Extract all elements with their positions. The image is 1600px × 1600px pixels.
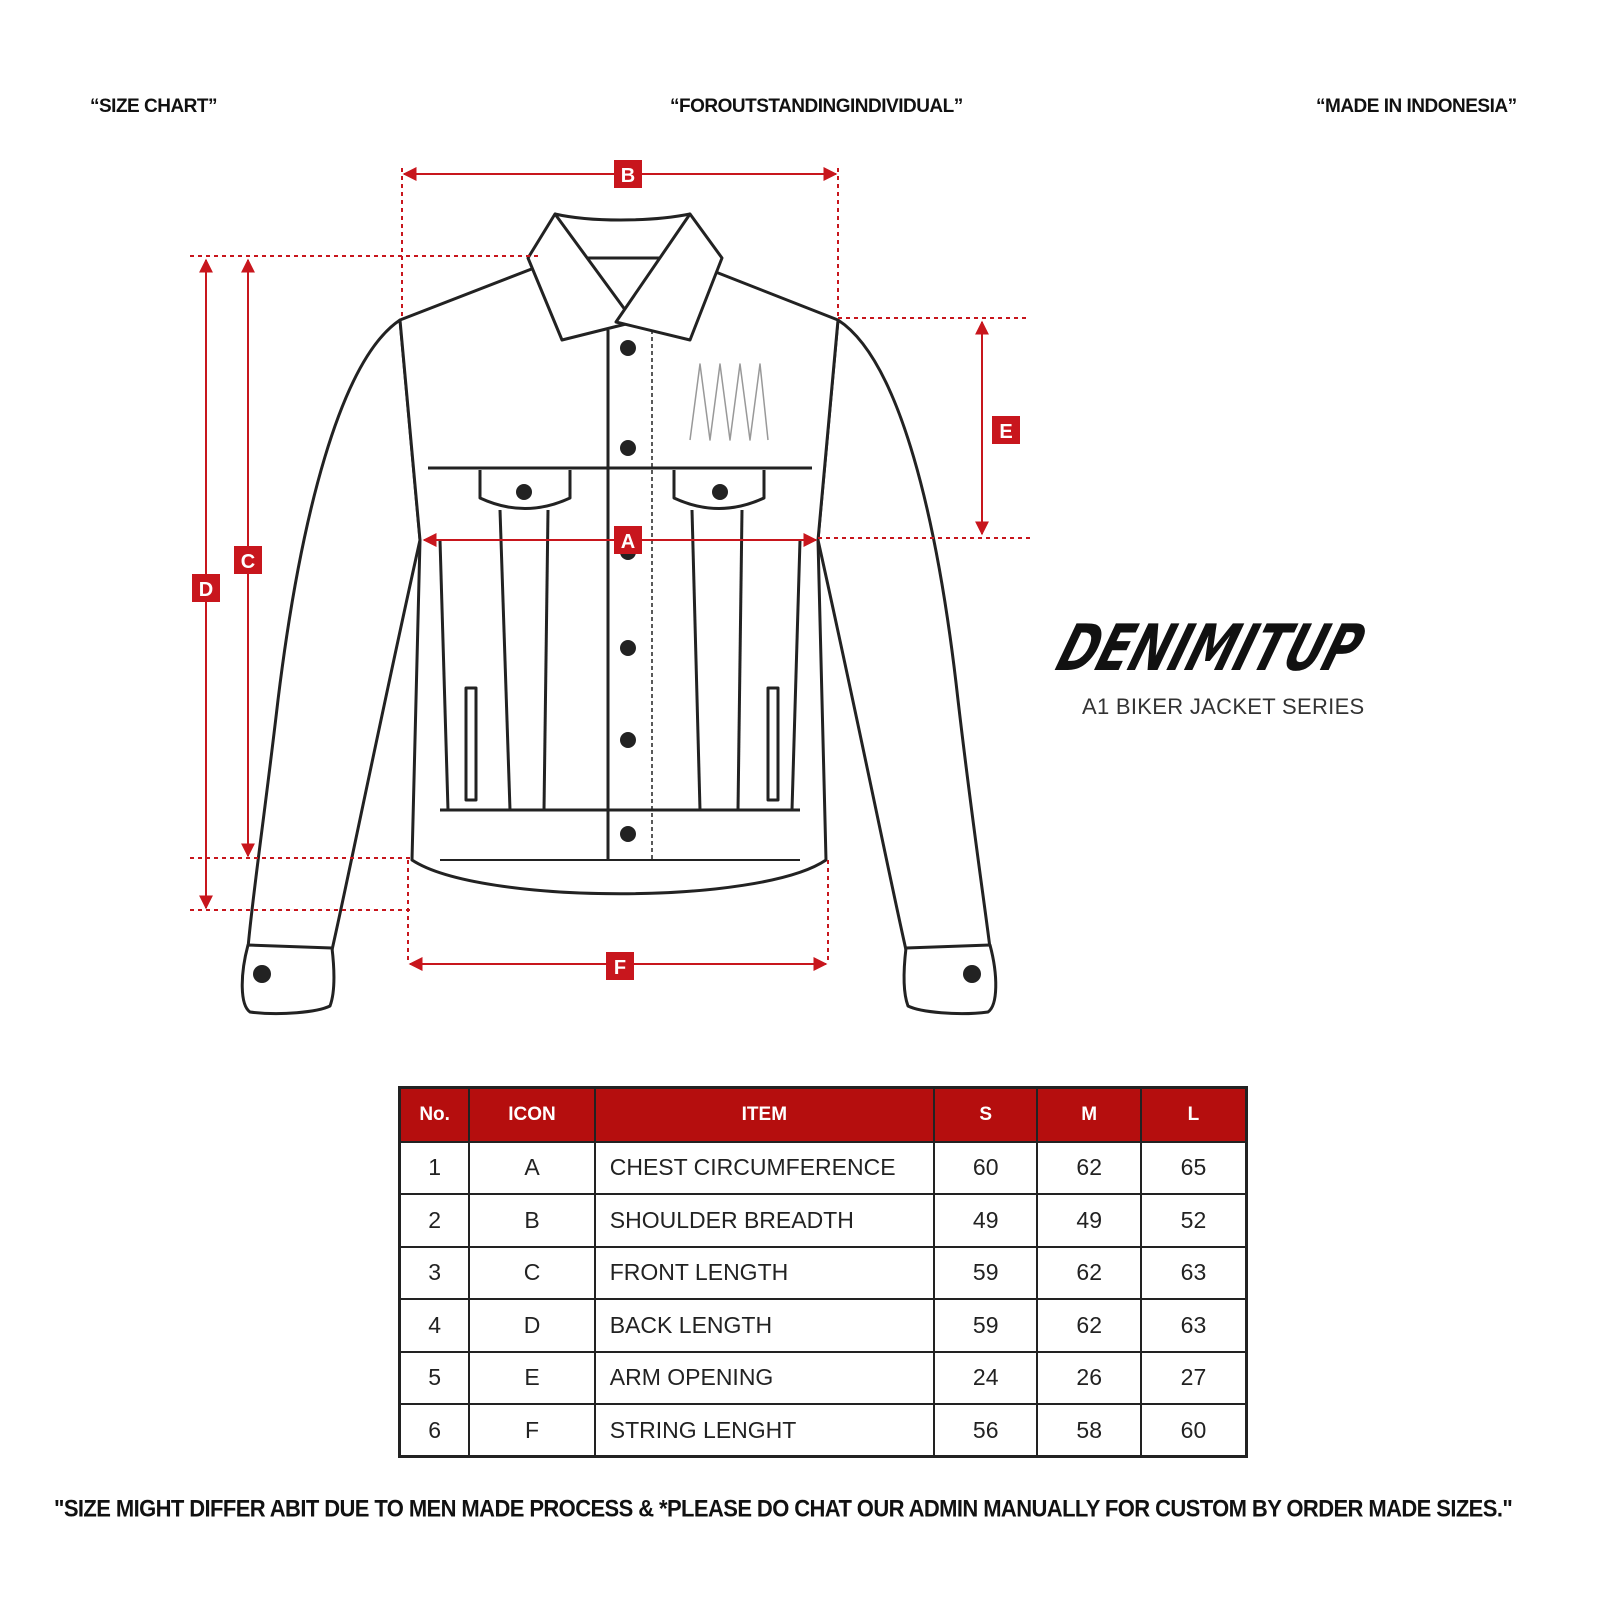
header-made-in: “MADE IN INDONESIA” (1316, 96, 1517, 117)
header-size-chart: “SIZE CHART” (90, 96, 217, 117)
cell-m: 62 (1037, 1299, 1141, 1352)
cell-icon: B (469, 1194, 595, 1247)
table-row (400, 1352, 1247, 1405)
cell-l: 52 (1141, 1194, 1247, 1247)
cell-m: 49 (1037, 1194, 1141, 1247)
cell-icon: F (469, 1404, 595, 1457)
cell-s: 59 (934, 1247, 1038, 1300)
table-row (400, 1194, 1247, 1247)
cell-no: 6 (400, 1404, 470, 1457)
cell-m: 62 (1037, 1142, 1141, 1195)
footnote-disclaimer: "SIZE MIGHT DIFFER ABIT DUE TO MEN MADE PROCESS & *PLEASE DO CHAT OUR ADMIN MANUALLY FOR CUSTOM BY ORDER MADE SIZES." (54, 1494, 1513, 1523)
brand-logo (1048, 598, 1477, 688)
header-tagline: “FOROUTSTANDINGINDIVIDUAL” (670, 96, 963, 117)
table-row (400, 1404, 1247, 1457)
col-header-m: M (1037, 1088, 1141, 1142)
brand-series: A1 BIKER JACKET SERIES (1082, 694, 1365, 719)
cell-item: BACK LENGTH (595, 1299, 934, 1352)
cell-m: 62 (1037, 1247, 1141, 1300)
label-c: C (240, 551, 256, 573)
cell-l: 65 (1141, 1142, 1247, 1195)
cell-no: 3 (400, 1247, 470, 1300)
cell-icon: A (469, 1142, 595, 1195)
cell-s: 49 (934, 1194, 1038, 1247)
cell-l: 63 (1141, 1299, 1247, 1352)
label-f: F (613, 957, 627, 979)
svg-text:DENIMITUP: DENIMITUP (1048, 611, 1477, 686)
label-a: A (620, 531, 636, 553)
col-header-icon: ICON (469, 1088, 595, 1142)
cell-no: 2 (400, 1194, 470, 1247)
col-header-l: L (1141, 1088, 1247, 1142)
table-row (400, 1247, 1247, 1300)
col-header-no: No. (400, 1088, 470, 1142)
cell-icon: D (469, 1299, 595, 1352)
col-header-item: ITEM (595, 1088, 934, 1142)
table-row (400, 1142, 1247, 1195)
cell-s: 56 (934, 1404, 1038, 1457)
right-sleeve (818, 320, 990, 950)
cell-icon: C (469, 1247, 595, 1300)
label-e: E (999, 421, 1013, 443)
jacket-drawing (242, 214, 996, 1014)
cell-item: CHEST CIRCUMFERENCE (595, 1142, 934, 1195)
table-header-row (400, 1088, 1247, 1142)
cell-item: STRING LENGHT (595, 1404, 934, 1457)
cell-no: 5 (400, 1352, 470, 1405)
size-table (398, 1086, 1248, 1458)
table-row (400, 1299, 1247, 1352)
cell-item: SHOULDER BREADTH (595, 1194, 934, 1247)
cell-item: FRONT LENGTH (595, 1247, 934, 1300)
cell-m: 26 (1037, 1352, 1141, 1405)
cell-no: 4 (400, 1299, 470, 1352)
cell-s: 59 (934, 1299, 1038, 1352)
cell-l: 60 (1141, 1404, 1247, 1457)
cell-item: ARM OPENING (595, 1352, 934, 1405)
cell-icon: E (469, 1352, 595, 1405)
cell-no: 1 (400, 1142, 470, 1195)
cell-l: 27 (1141, 1352, 1247, 1405)
cell-s: 24 (934, 1352, 1038, 1405)
right-cuff (904, 945, 996, 1014)
left-sleeve (248, 320, 420, 950)
cell-l: 63 (1141, 1247, 1247, 1300)
cell-s: 60 (934, 1142, 1038, 1195)
cell-m: 58 (1037, 1404, 1141, 1457)
col-header-s: S (934, 1088, 1038, 1142)
label-b: B (620, 165, 636, 187)
label-d: D (198, 579, 214, 601)
